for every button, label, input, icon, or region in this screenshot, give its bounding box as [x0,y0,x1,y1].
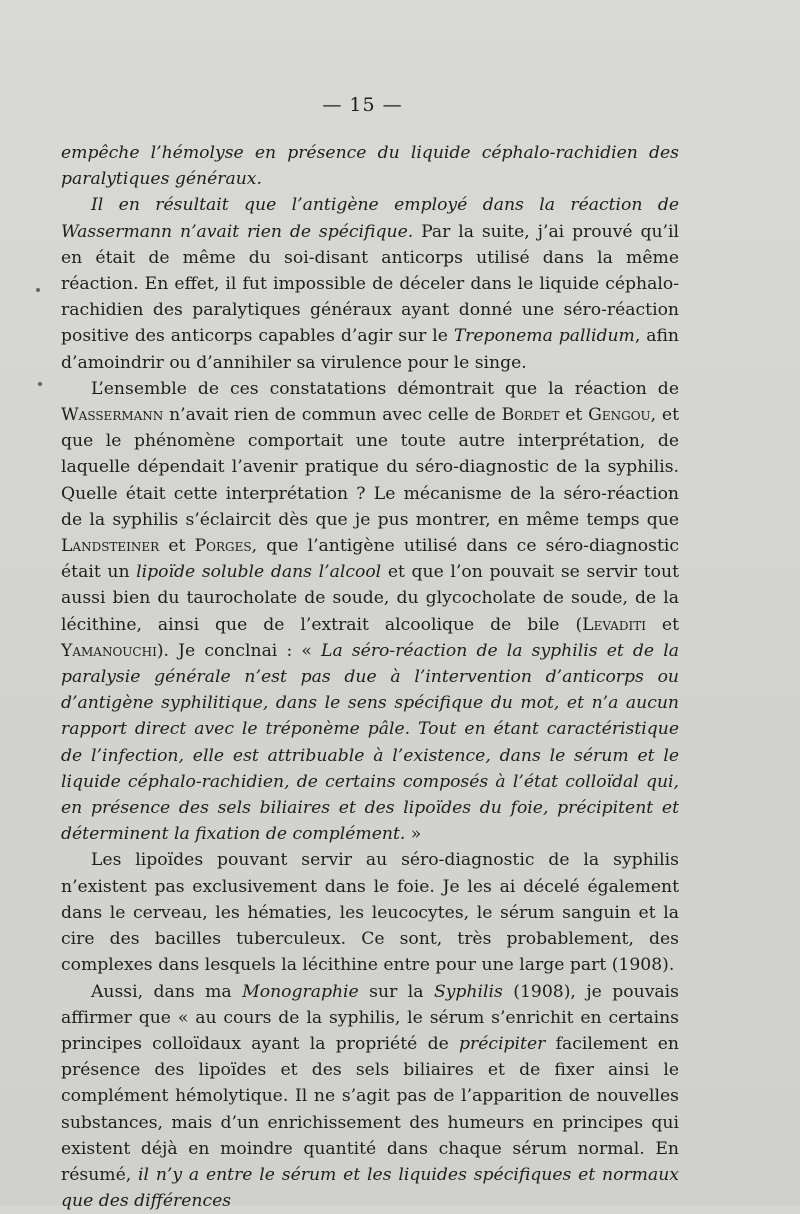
text-run: et [646,615,679,635]
text-run: Treponema pallidum [454,326,635,346]
text-run: n’avait rien de commun avec celle de [163,405,501,425]
page-number: — 15 — [0,94,725,116]
text-run: L’ensemble de ces constatations démontrait que la réaction de [91,379,679,399]
text-run: La séro-réaction de la syphilis et de la paralysie générale n’est pas due à l’intervention d’anticorps ou d’antigène syphilitique, dans le sens spécifique du mot, et n’a aucun rapport direct avec le tréponème pâle. Tout en étant caractéristique de l’infection, elle est attribuable à l’existence, dans le sérum et le liquide céphalo-rachidien, de certains composés à l’état colloïdal qui, en présence des sels biliaires et des lipoïdes du foie, précipitent et déterminent la fixation de complément. [61,641,679,844]
text-run: , et que le phénomène comportait une toute autre interprétation, de laquelle dépendait l’avenir pratique du séro-diagnostic de la syphilis. Quelle était cette interprétation ? Le mécanisme de la séro-réaction de la syphilis s’éclaircit dès que je pus montrer, en même temps que [61,405,679,530]
text-run: Monographie [242,982,359,1002]
text-run: lipoïde soluble dans l’alcool [136,562,381,582]
paragraph-1 [61,140,679,192]
text-run: Syphilis [434,982,503,1002]
text-run: Gengou [588,405,651,425]
text-run: et [559,405,588,425]
paragraph-2 [61,192,679,375]
text-run: Levaditi [582,615,646,635]
text-run: Bordet [502,405,560,425]
paper-speck [36,288,40,292]
paragraph-5 [61,979,679,1214]
paragraph-4 [61,847,679,978]
text-run: il n’y a entre le sérum et les liquides spécifiques et normaux que des différences [61,1165,679,1211]
text-run: ). Je conclnai : « [157,641,321,661]
text-run: Wassermann [61,405,163,425]
text-run: sur la [359,982,434,1002]
paper-speck [38,382,42,386]
body-text [61,140,679,1214]
paragraph-3 [61,376,679,848]
text-run: précipiter [459,1034,545,1054]
text-run: Les lipoïdes pouvant servir au séro-diagnostic de la syphilis n’existent pas exclusivement dans le foie. Je les ai décelé également dans le cerveau, les hématies, les leucocytes, le sérum sanguin et la cire des bacilles tuberculeux. Ce sont, très probablement, des complexes dans lesquels la lécithine entre pour une large part (1908). [61,850,679,975]
text-run: , afin d’amoindrir ou d’annihiler sa virulence pour le singe. [61,326,679,372]
text-run: » [405,824,421,844]
text-run: (1908), je pouvais affirmer que « au cours de la syphilis, le sérum s’enrichit en certains principes colloïdaux ayant la propriété de [61,982,679,1054]
text-run: Aussi, dans ma [91,982,242,1002]
text-run: Porges [195,536,252,556]
text-run: , que l’antigène utilisé dans ce séro-diagnostic était un [61,536,679,582]
text-run: Yamanouchi [61,641,157,661]
text-run: et [159,536,194,556]
text-run: Par la suite, j’ai prouvé qu’il en était de même du soi-disant anticorps utilisé dans la même réaction. En effet, il fut impossible de déceler dans le liquide céphalo-rachidien des paralytiques généraux ayant donné une séro-réaction positive des anticorps capables d’agir sur le [61,222,679,347]
text-run: et que l’on pouvait se servir tout aussi bien du taurocholate de soude, du glycocholate de soude, de la lécithine, ainsi que de l’extrait alcoolique de bile ( [61,562,679,634]
text-run: empêche l’hémolyse en présence du liquide céphalo-rachidien des paralytiques généraux. [61,143,679,189]
text-run: facilement en présence des lipoïdes et des sels biliaires et de fixer ainsi le complément hémolytique. Il ne s’agit pas de l’apparition de nouvelles substances, mais d’un enrichissement des humeurs en principes qui existent déjà en moindre quantité dans chaque sérum normal. En résumé, [61,1034,679,1185]
text-run: Landsteiner [61,536,159,556]
text-run: Il en résultait que l’antigène employé dans la réaction de Wassermann n’avait rien de spécifique. [61,195,679,241]
